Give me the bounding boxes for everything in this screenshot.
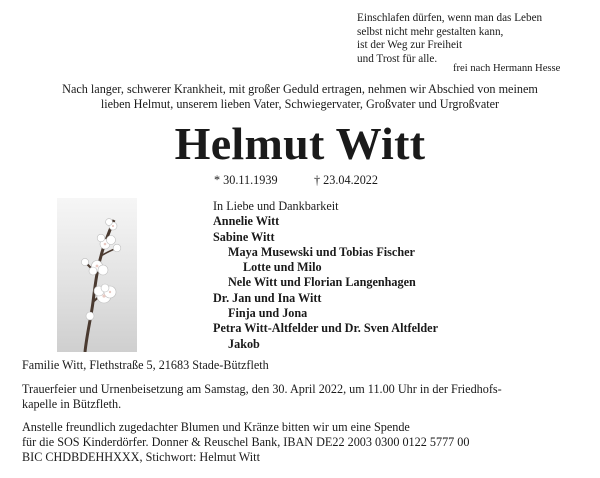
intro-line: lieben Helmut, unserem lieben Vater, Schwiegervater, Großvater und Urgroßvater <box>100 97 500 111</box>
birth-date: * 30.11.1939 <box>214 173 278 187</box>
intro-line: Nach langer, schwerer Krankheit, mit großer Geduld ertragen, nehmen wir Abschied von meinem <box>62 82 538 96</box>
blossom-branch-icon <box>57 198 137 352</box>
mourner-entry: Petra Witt-Altfelder und Dr. Sven Altfelder <box>213 321 438 336</box>
mourner-entry: Dr. Jan und Ina Witt <box>213 290 322 305</box>
mourner-entry: Nele Witt und Florian Langenhagen <box>228 275 416 290</box>
poem-line: und Trost für alle. <box>357 52 438 65</box>
family-address: Familie Witt, Flethstraße 5, 21683 Stade-Bützfleth <box>22 358 269 372</box>
donation-line: für die SOS Kinderdörfer. Donner & Reuschel Bank, IBAN DE22 2003 0300 0122 5777 00 <box>22 435 470 449</box>
donation-info <box>22 420 582 465</box>
poem-quote <box>357 12 587 74</box>
deceased-name: Helmut Witt <box>174 118 426 169</box>
mourner-entry: Sabine Witt <box>213 229 275 244</box>
mourner-entry: Annelie Witt <box>213 214 280 229</box>
death-date: † 23.04.2022 <box>314 173 378 187</box>
poem-line: ist der Weg zur Freiheit <box>357 39 463 52</box>
mourners-list <box>213 199 583 352</box>
poem-line: Einschlafen dürfen, wenn man das Leben <box>357 12 543 24</box>
ceremony-info <box>22 382 582 412</box>
mourner-entry: Maya Musewski und Tobias Fischer <box>228 244 415 259</box>
mourner-entry: Lotte und Milo <box>243 260 322 275</box>
blossom-branch-photo <box>57 198 137 352</box>
mourner-entry: Jakob <box>228 336 260 351</box>
intro-text <box>0 82 600 112</box>
mourner-entry: Finja und Jona <box>228 306 308 321</box>
poem-line: selbst nicht mehr gestalten kann, <box>357 25 504 38</box>
ceremony-line: Trauerfeier und Urnenbeisetzung am Samstag, den 30. April 2022, um 11.00 Uhr in der Friedhofs- <box>22 382 502 396</box>
donation-line: BIC CHDBDEHHXXX, Stichwort: Helmut Witt <box>22 450 260 464</box>
donation-line: Anstelle freundlich zugedachter Blumen und Kränze bitten wir um eine Spende <box>22 420 410 434</box>
poem-credit: frei nach Hermann Hesse <box>453 63 561 74</box>
ceremony-line: kapelle in Bützfleth. <box>22 397 122 411</box>
mourners-heading: In Liebe und Dankbarkeit <box>213 199 339 213</box>
